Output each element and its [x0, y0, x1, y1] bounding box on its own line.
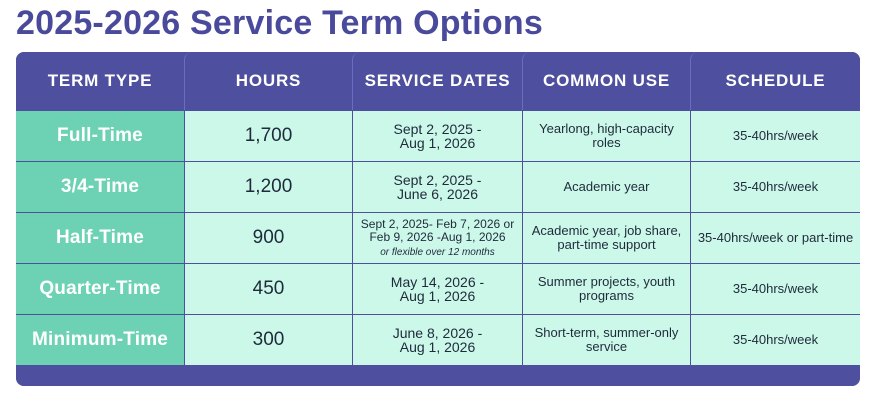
table-footer-bar [16, 368, 860, 386]
hours-cell: 900 [184, 212, 352, 263]
common-use-cell: Short-term, summer-only service [522, 314, 690, 365]
schedule-cell: 35-40hrs/week [690, 263, 860, 314]
dates-line-2: June 6, 2026 [397, 186, 478, 202]
common-use-cell: Yearlong, high-capacity roles [522, 110, 690, 161]
dates-line-2: Aug 1, 2026 [399, 288, 476, 304]
dates-line-1: Sept 2, 2025 - [393, 121, 482, 137]
term-type-cell: Full-Time [16, 110, 184, 161]
hours-cell: 300 [184, 314, 352, 365]
common-use-cell: Academic year [522, 161, 690, 212]
hours-cell: 1,200 [184, 161, 352, 212]
hours-cell: 1,700 [184, 110, 352, 161]
dates-line-1: June 8, 2026 - [392, 325, 483, 341]
term-type-cell: Half-Time [16, 212, 184, 263]
dates-line-1: May 14, 2026 - [390, 274, 485, 290]
service-dates-cell [352, 314, 522, 365]
common-use-cell: Summer projects, youth programs [522, 263, 690, 314]
header-service-dates: SERVICE DATES [352, 52, 522, 110]
schedule-cell: 35-40hrs/week [690, 161, 860, 212]
header-term-type: TERM TYPE [16, 52, 184, 110]
table-grid [16, 52, 860, 365]
schedule-cell: 35-40hrs/week [690, 110, 860, 161]
schedule-cell: 35-40hrs/week [690, 314, 860, 365]
dates-line-2: Aug 1, 2026 [399, 135, 476, 151]
header-common-use: COMMON USE [522, 52, 690, 110]
dates-note: or flexible over 12 months [380, 246, 495, 258]
hours-cell: 450 [184, 263, 352, 314]
page-title: 2025-2026 Service Term Options [16, 4, 543, 42]
service-dates-cell [352, 212, 522, 263]
dates-line-2: Aug 1, 2026 [399, 339, 476, 355]
dates-line-2: Feb 9, 2026 -Aug 1, 2026 [369, 229, 506, 244]
service-dates-cell [352, 110, 522, 161]
service-dates-cell [352, 161, 522, 212]
header-schedule: SCHEDULE [690, 52, 860, 110]
term-type-cell: Minimum-Time [16, 314, 184, 365]
dates-line-1: Sept 2, 2025- Feb 7, 2026 or [360, 216, 515, 231]
term-type-cell: 3/4-Time [16, 161, 184, 212]
common-use-cell: Academic year, job share, part-time support [522, 212, 690, 263]
schedule-cell: 35-40hrs/week or part-time [690, 212, 860, 263]
term-type-cell: Quarter-Time [16, 263, 184, 314]
service-dates-cell [352, 263, 522, 314]
service-term-table [16, 52, 860, 386]
dates-line-1: Sept 2, 2025 - [393, 172, 482, 188]
header-hours: HOURS [184, 52, 352, 110]
